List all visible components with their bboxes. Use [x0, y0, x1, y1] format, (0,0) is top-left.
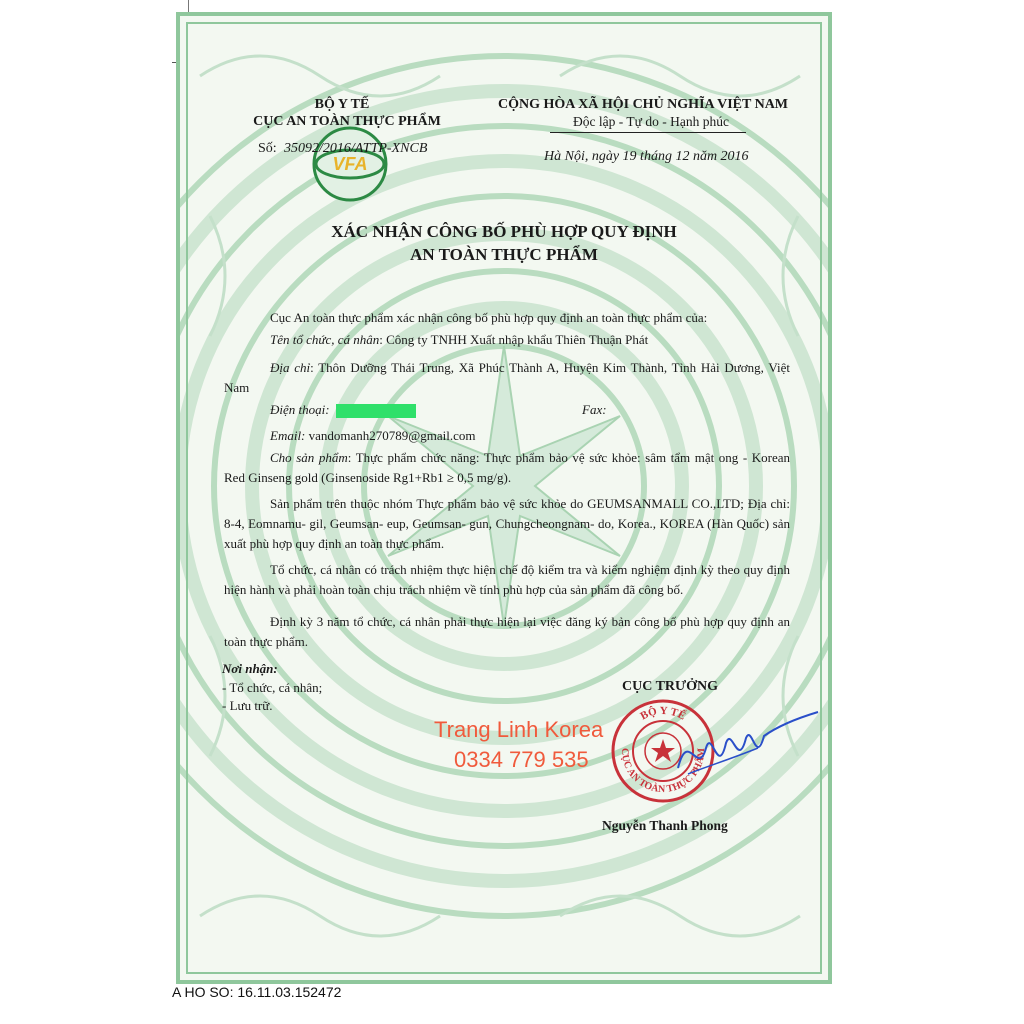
periodic-paragraph: Định kỳ 3 năm tổ chức, cá nhân phải thực hiện lại việc đăng ký bản công bố phù hợp quy định an toàn thực phẩm.	[224, 614, 790, 649]
dossier-code: A HO SO: 16.11.03.152472	[172, 984, 342, 1000]
address-label: Địa chỉ	[270, 360, 311, 375]
document-title-line2: AN TOÀN THỰC PHẨM	[410, 245, 598, 264]
address-value: : Thôn Dưỡng Thái Trung, Xã Phúc Thành A, Huyện Kim Thành, Tỉnh Hải Dương, Việt Nam	[224, 360, 790, 395]
email-value: vandomanh270789@gmail.com	[305, 428, 476, 443]
organization-label: Tên tổ chức, cá nhân	[270, 332, 380, 347]
phone-line	[270, 400, 790, 420]
document-title-line1: XÁC NHẬN CÔNG BỐ PHÙ HỢP QUY ĐỊNH	[331, 222, 677, 241]
product-line	[224, 448, 790, 488]
manufacturer-paragraph: Sản phẩm trên thuộc nhóm Thực phẩm bảo vệ sức khỏe do GEUMSANMALL CO.,LTD; Địa chỉ: 8-4, Eomnamu- gil, Geumsan- eup, Geumsan- gun, Chungcheongnam- do, Korea., KOREA (Hàn Quốc) sản xuất phù hợp quy định an toàn thực phẩm.	[224, 496, 790, 551]
watermark-phone: 0334 779 535	[454, 747, 589, 772]
address-line	[224, 358, 790, 398]
signer-position: CỤC TRƯỞNG	[622, 679, 719, 694]
motto-underline	[550, 132, 746, 133]
recipient-item: - Lưu trữ.	[222, 698, 273, 713]
national-motto: Độc lập - Tự do - Hạnh phúc	[573, 114, 729, 129]
document-number-label: Số:	[258, 141, 277, 156]
email-label: Email:	[270, 428, 306, 443]
product-label: Cho sản phẩm	[270, 450, 348, 465]
phone-label: Điện thoại:	[270, 402, 330, 417]
responsibility-paragraph: Tổ chức, cá nhân có trách nhiệm thực hiện chế độ kiểm tra và kiểm nghiệm định kỳ theo quy định hiện hành và phải hoàn toàn chịu trách nhiệm về tính phù hợp của sản phẩm đã công bố.	[224, 562, 790, 597]
organization-line	[270, 330, 790, 350]
department-name: CỤC AN TOÀN THỰC PHẨM	[253, 114, 441, 129]
stamp-top-text: BỘ Y TẾ	[638, 704, 688, 723]
ministry-name: BỘ Y TẾ	[314, 97, 370, 112]
phone-redaction	[336, 404, 416, 418]
vfa-logo	[310, 124, 390, 204]
watermark-shop-name: Trang Linh Korea	[434, 717, 604, 742]
republic-name: CỘNG HÒA XÃ HỘI CHỦ NGHĨA VIỆT NAM	[498, 97, 789, 112]
issue-date: Hà Nội, ngày 19 tháng 12 năm 2016	[544, 149, 749, 164]
intro-paragraph: Cục An toàn thực phẩm xác nhận công bố phù hợp quy định an toàn thực phẩm của:	[270, 310, 708, 325]
handwritten-signature	[668, 708, 828, 788]
stamp-ring-text: CỤC AN TOÀN THỰC PHẨM	[618, 747, 708, 796]
organization-value: : Công ty TNHH Xuất nhập khẩu Thiên Thuận Phát	[379, 332, 649, 347]
email-line	[270, 426, 790, 446]
vfa-logo-text: VFA	[332, 154, 368, 174]
recipients-heading: Nơi nhận:	[222, 661, 278, 676]
document-number-value: 35092/2016/ATTP-XNCB	[284, 141, 428, 156]
product-value: : Thực phẩm chức năng: Thực phẩm bảo vệ sức khỏe: sâm tẩm mật ong - Korean Red Ginseng gold (Ginsenoside Rg1+Rb1 ≥ 0,5 mg/g).	[224, 450, 790, 485]
signer-name: Nguyễn Thanh Phong	[602, 818, 728, 833]
recipient-item: - Tổ chức, cá nhân;	[222, 680, 323, 695]
fax-label: Fax:	[582, 402, 607, 417]
